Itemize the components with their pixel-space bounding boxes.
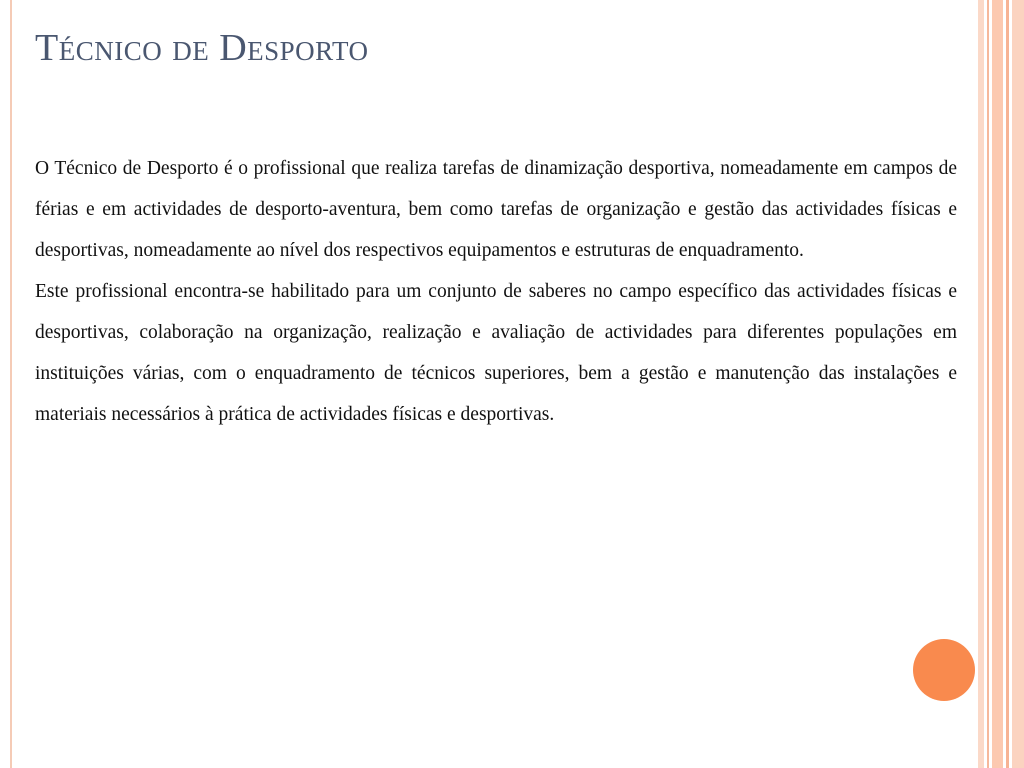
stripe xyxy=(978,0,984,768)
left-border-line xyxy=(10,0,12,768)
stripe xyxy=(1012,0,1024,768)
stripe xyxy=(992,0,1003,768)
decorative-circle xyxy=(913,639,975,701)
slide-title: Técnico de Desporto xyxy=(35,27,369,69)
stripe xyxy=(987,0,989,768)
stripe xyxy=(1006,0,1009,768)
slide-body-text xyxy=(35,148,957,435)
body-paragraph-2: Este profissional encontra-se habilitado para um conjunto de saberes no campo específico das actividades físicas e desportivas, colaboração na organização, realização e avaliação de actividades para diferentes populações em instituições várias, com o enquadramento de técnicos superiores, bem a gestão e manutenção das instalações e materiais necessários à prática de actividades físicas e desportivas. xyxy=(35,281,957,425)
body-paragraph-1: O Técnico de Desporto é o profissional que realiza tarefas de dinamização desportiva, nomeadamente em campos de férias e em actividades de desporto-aventura, bem como tarefas de organização e gestão das actividades físicas e desportivas, nomeadamente ao nível dos respectivos equipamentos e estruturas de enquadramento. xyxy=(35,158,957,261)
right-decorative-stripes xyxy=(978,0,1024,768)
